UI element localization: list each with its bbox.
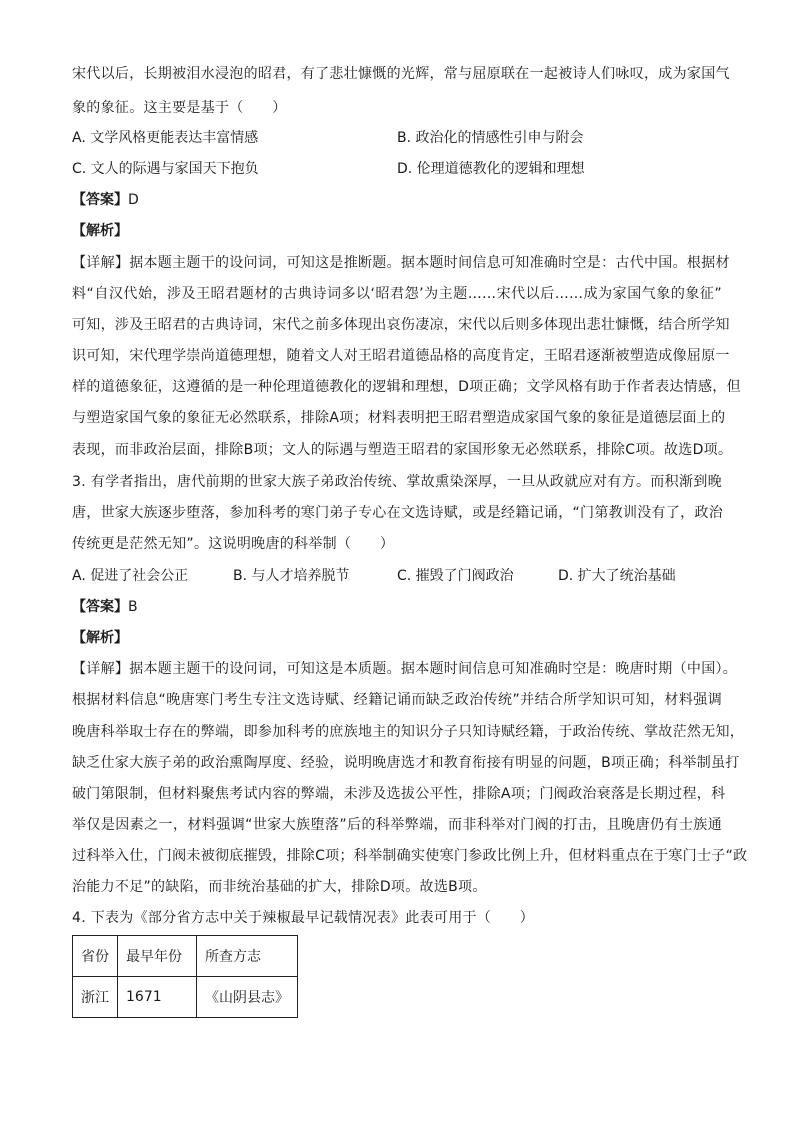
q2-answer-value: D xyxy=(128,192,139,208)
q3-stem-line-2: 唐，世家大族逐步堕落，参加科考的寒门弟子专心在文选诗赋，或是经籍记诵，“门第教训没有了，政治 xyxy=(72,505,724,521)
q3-explanation-line-5: 破门第限制，但材料聚焦考试内容的弊端，未涉及选拔公平性，排除A项；门阀政治衰落是长期过程，科 xyxy=(72,786,726,802)
table-cell: 1671 xyxy=(118,977,197,1018)
q3-answer xyxy=(72,597,138,617)
table-cell: 《山阴县志》 xyxy=(197,977,298,1018)
q3-answer-tag: 【答案】 xyxy=(72,599,128,615)
q2-explanation-line-5: 样的道德象征，这遵循的是一种伦理道德教化的逻辑和理想，D项正确；文学风格有助于作者表达情感，但 xyxy=(72,379,741,395)
chili-record-table xyxy=(72,935,298,1018)
q3-analysis-tag: 【解析】 xyxy=(72,630,128,646)
q2-explanation-line-2: 料“自汉代始，涉及王昭君题材的古典诗词多以‘昭君怨’为主题……宋代以后……成为家国气象的象征” xyxy=(72,286,722,302)
q2-answer-tag: 【答案】 xyxy=(72,192,128,208)
table-header-cell: 所查方志 xyxy=(197,936,298,977)
q3-explanation-line-1: 【详解】据本题主题干的设问词，可知这是本质题。据本题时间信息可知准确时空是：晚唐时期（中国）。 xyxy=(72,661,738,677)
table-header-cell: 省份 xyxy=(73,936,118,977)
q2-explanation-line-3: 可知，涉及王昭君的古典诗词，宋代之前多体现出哀伤凄凉，宋代以后则多体现出悲壮慷慨，结合所学知 xyxy=(72,317,730,333)
q3-explanation-line-4: 缺乏仕家大族子弟的政治熏陶厚度、经验，说明晚唐选才和教育衔接有明显的问题，B项正确；科举制虽打 xyxy=(72,755,740,771)
q3-explanation-line-3: 晚唐科举取士存在的弊端，即参加科考的庶族地主的知识分子只知诗赋经籍，于政治传统、掌故茫然无知， xyxy=(72,724,745,740)
q2-option-b: B. 政治化的情感性引申与附会 xyxy=(397,130,584,146)
q2-explanation-line-4: 识可知，宋代理学崇尚道德理想，随着文人对王昭君道德品格的高度肯定，王昭君逐渐被塑造成像屈原一 xyxy=(72,348,730,364)
q2-analysis-tag: 【解析】 xyxy=(72,223,128,239)
q3-explanation-line-2: 根据材料信息“晚唐寒门考生专注文选诗赋、经籍记诵而缺乏政治传统”并结合所学知识可知，材料强调 xyxy=(72,692,722,708)
q3-option-d: D. 扩大了统治基础 xyxy=(558,568,676,584)
q4-stem: 4. 下表为《部分省方志中关于辣椒最早记载情况表》此表可用于（ ） xyxy=(72,910,535,926)
q2-explanation-line-6: 与塑造家国气象的象征无必然联系，排除A项；材料表明把王昭君塑造成家国气象的象征是道德层面上的 xyxy=(72,410,726,426)
q2-option-c: C. 文人的际遇与家国天下抱负 xyxy=(72,161,259,177)
q3-stem-line-1: 3. 有学者指出，唐代前期的世家大族子弟政治传统、掌故熏染深厚，一旦从政就应对有方。而积渐到晚 xyxy=(72,474,722,490)
q3-explanation-line-6: 举仅是因素之一，材料强调“世家大族堕落”后的科举弊端，而非科举对门阀的打击，且晚唐仍有士族通 xyxy=(72,817,722,833)
q2-stem-line-1: 宋代以后，长期被泪水浸泡的昭君，有了悲壮慷慨的光辉，常与屈原联在一起被诗人们咏叹，成为家国气 xyxy=(72,66,730,82)
q2-explanation-line-1: 【详解】据本题主题干的设问词，可知这是推断题。据本题时间信息可知准确时空是：古代中国。根据材 xyxy=(72,255,730,271)
table-header-cell: 最早年份 xyxy=(118,936,197,977)
q2-option-d: D. 伦理道德教化的逻辑和理想 xyxy=(397,161,585,177)
table-row xyxy=(73,977,298,1018)
q3-option-a: A. 促进了社会公正 xyxy=(72,568,189,584)
q2-stem-line-2: 象的象征。这主要是基于（ ） xyxy=(72,100,287,116)
q3-option-c: C. 摧毁了门阀政治 xyxy=(397,568,514,584)
q2-explanation-line-7: 表现，而非政治层面，排除B项；文人的际遇与塑造王昭君的家国形象无必然联系，排除C项。故选D项。 xyxy=(72,442,733,458)
table-cell: 浙江 xyxy=(73,977,118,1018)
q3-explanation-line-8: 治能力不足”的缺陷，而非统治基础的扩大，排除D项。故选B项。 xyxy=(72,879,487,895)
q3-option-b: B. 与人才培养脱节 xyxy=(233,568,350,584)
table-header-row xyxy=(73,936,298,977)
q2-option-a: A. 文学风格更能表达丰富情感 xyxy=(72,130,259,146)
q3-answer-value: B xyxy=(128,599,138,615)
q2-answer xyxy=(72,190,139,210)
q3-explanation-line-7: 过科举入仕，门阀未被彻底摧毁，排除C项；科举制确实使寒门参政比例上升，但材料重点在于寒门士子“政 xyxy=(72,848,748,864)
q3-stem-line-3: 传统更是茫然无知”。这说明晚唐的科举制（ ） xyxy=(72,536,395,552)
